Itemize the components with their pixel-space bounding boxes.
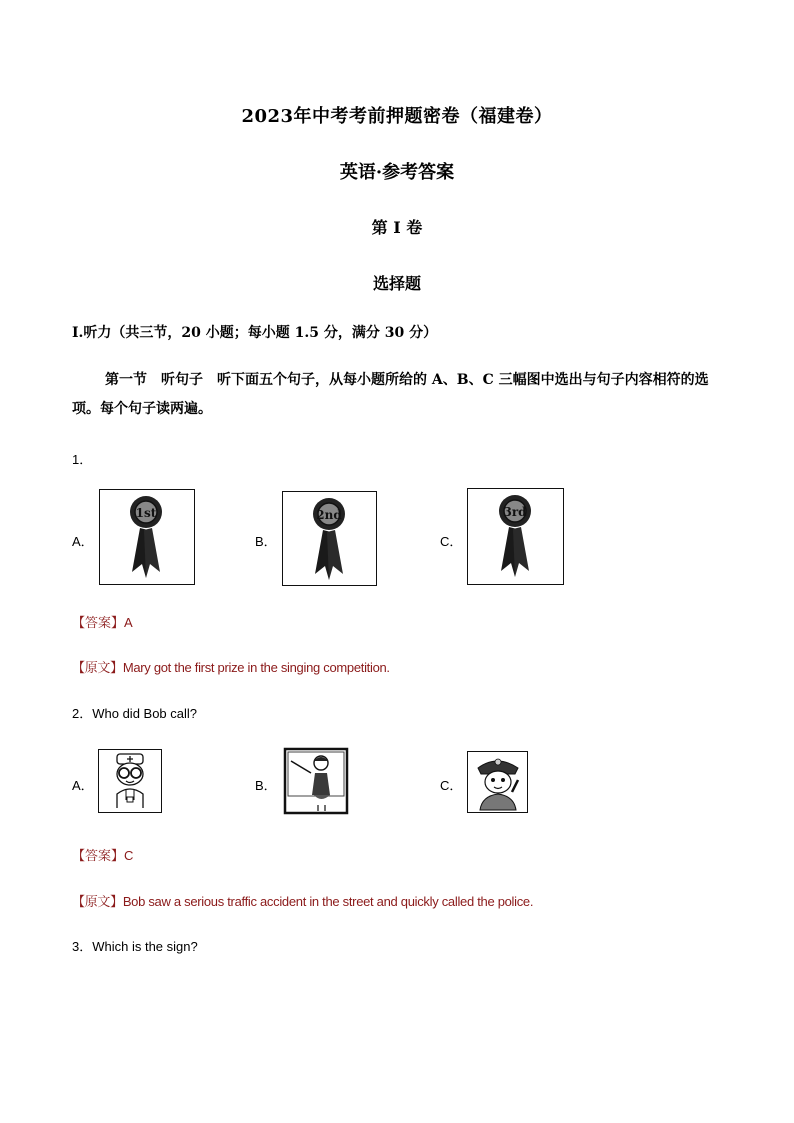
section-heading: Ⅰ.听力（共三节，20 小题；每小题 1.5 分，满分 30 分） — [72, 325, 438, 341]
script-text: Mary got the first prize in the singing competition. — [122, 660, 390, 675]
q1-option-c-label: C． — [440, 534, 463, 549]
script-label: 【原文】 — [72, 895, 123, 910]
question-3-number: 3．Which is the sign? — [72, 939, 198, 954]
q2-option-c-label: C． — [440, 778, 463, 793]
question-2-number: 2．Who did Bob call? — [72, 706, 198, 721]
q2-option-a-image — [98, 749, 162, 813]
document-subtitle: 英语·参考答案 — [339, 162, 455, 183]
document-title: 2023年中考考前押题密卷（福建卷） — [241, 106, 553, 127]
question-1-number: 1． — [72, 452, 93, 467]
q1-option-a-image — [99, 489, 195, 585]
answer-value: C — [124, 848, 134, 863]
script-text: Bob saw a serious traffic accident in the street and quickly called the police. — [122, 894, 534, 909]
q2-answer — [72, 845, 133, 864]
answer-label: 【答案】 — [72, 616, 125, 631]
q2-option-c-image — [467, 751, 528, 813]
doctor-icon — [99, 750, 161, 812]
part-heading: 选择题 — [372, 274, 421, 293]
q1-option-b-label: B． — [255, 534, 277, 549]
q2-script — [72, 891, 533, 910]
q2-option-b-label: B． — [255, 778, 277, 793]
teacher-icon — [283, 747, 349, 815]
q1-option-c-image — [467, 488, 564, 585]
q1-option-a-label: A． — [72, 534, 94, 549]
answer-value: A — [124, 615, 133, 630]
q2-option-a-label: A． — [72, 778, 94, 793]
script-label: 【原文】 — [72, 661, 123, 676]
third-place-ribbon-icon — [468, 489, 562, 583]
answer-label: 【答案】 — [72, 849, 125, 864]
q1-answer — [72, 612, 133, 631]
ribbon-label-1: 1st — [135, 506, 157, 520]
section-instruction: 第一节 听句子 听下面五个句子，从每小题所给的 A、B、C 三幅图中选出与句子内容相符的选项。每个句子读两遍。 — [72, 372, 709, 417]
ribbon-label-2: 2nd — [316, 508, 342, 522]
police-officer-icon — [468, 752, 527, 812]
q1-option-b-image — [282, 491, 377, 586]
first-place-ribbon-icon — [100, 490, 193, 583]
q1-script — [72, 657, 390, 676]
second-place-ribbon-icon — [283, 492, 375, 584]
q2-option-b-image — [283, 747, 349, 815]
volume-heading: 第 I 卷 — [371, 218, 423, 237]
ribbon-label-3: 3rd — [503, 505, 527, 519]
